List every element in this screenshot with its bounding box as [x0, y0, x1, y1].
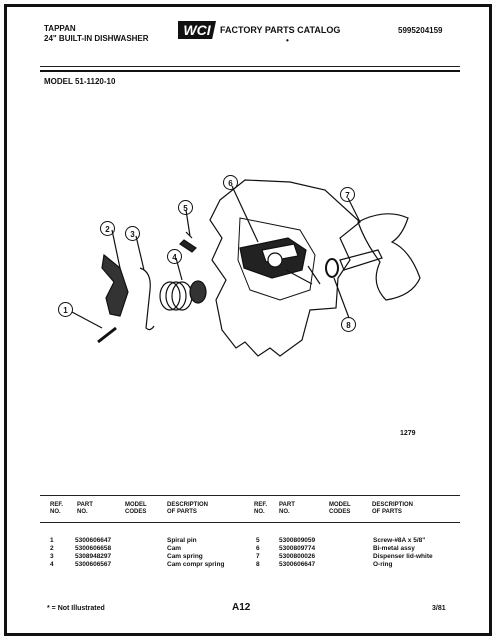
codes-cell: [330, 561, 373, 569]
o-ring: [326, 259, 338, 277]
table-row: [50, 561, 227, 569]
parts-table-right: [256, 537, 436, 569]
bi-metal-assembly: [240, 238, 320, 284]
hdr-desc-2: OF PARTS: [167, 509, 197, 515]
exploded-parts-diagram: [40, 160, 470, 370]
callout-8: 8: [341, 317, 356, 332]
hdr-desc-r2: OF PARTS: [372, 509, 402, 515]
hdr-codes-r1: MODEL: [329, 502, 351, 508]
cam-spring: [140, 268, 154, 330]
codes-cell: [126, 553, 167, 561]
codes-cell: [330, 537, 373, 545]
table-row: [256, 537, 436, 545]
ref-cell: 5: [256, 537, 260, 544]
parts-table-left: [50, 537, 227, 569]
table-row: [50, 537, 227, 545]
hdr-part-r2: NO.: [279, 509, 290, 515]
part-cell: 5300809774: [279, 545, 316, 552]
catalog-bullet: •: [286, 36, 289, 45]
ref-cell: 4: [50, 561, 54, 568]
callout-3: 3: [125, 226, 140, 241]
page-number: A12: [232, 602, 251, 613]
callout-2: 2: [100, 221, 115, 236]
desc-cell: Cam: [167, 545, 182, 552]
wci-logo-icon: [178, 21, 216, 39]
brand-name: TAPPAN: [44, 24, 76, 33]
dispenser-lid: [358, 214, 420, 300]
table-top-rule: [40, 495, 460, 496]
hdr-codes-r2: CODES: [329, 509, 351, 515]
hdr-codes-1: MODEL: [125, 502, 147, 508]
desc-cell: Screw-#8A x 5/8": [373, 537, 426, 544]
callout-5: 5: [178, 200, 193, 215]
ref-cell: 6: [256, 545, 260, 552]
spiral-pin: [98, 328, 116, 342]
hdr-codes-2: CODES: [125, 509, 147, 515]
catalog-title: FACTORY PARTS CATALOG: [220, 25, 341, 35]
codes-cell: [126, 545, 167, 553]
hdr-ref-r2: NO.: [254, 509, 265, 515]
desc-cell: Bi-metal assy: [373, 545, 415, 552]
svg-text:WCI: WCI: [183, 22, 211, 38]
part-cell: 5300800026: [279, 553, 316, 560]
callout-4: 4: [167, 249, 182, 264]
cam: [102, 255, 128, 316]
part-cell: 5300606647: [279, 561, 316, 568]
header-rule-heavy: [40, 70, 460, 72]
screw: [180, 232, 196, 252]
codes-cell: [126, 561, 167, 569]
hdr-desc-r1: DESCRIPTION: [372, 502, 414, 508]
desc-cell: Spiral pin: [167, 537, 197, 544]
hdr-part-1: PART: [77, 502, 93, 508]
desc-cell: Dispenser lid-white: [373, 553, 433, 560]
ref-cell: 2: [50, 545, 54, 552]
desc-cell: Cam compr spring: [167, 561, 225, 568]
ref-cell: 7: [256, 553, 260, 560]
catalog-number: 5995204159: [398, 26, 443, 35]
part-cell: 5308948297: [75, 553, 112, 560]
desc-cell: O-ring: [373, 561, 393, 568]
hdr-ref-2: NO.: [50, 509, 61, 515]
table-header-rule: [40, 522, 460, 523]
table-row: [256, 553, 436, 561]
desc-cell: Cam spring: [167, 553, 203, 560]
hdr-ref-1: REF.: [50, 502, 64, 508]
callout-7: 7: [340, 187, 355, 202]
product-name: 24" BUILT-IN DISHWASHER: [44, 34, 149, 43]
codes-cell: [126, 537, 167, 545]
part-cell: 5300809059: [279, 537, 316, 544]
table-row: [256, 545, 436, 553]
part-cell: 5300606567: [75, 561, 112, 568]
codes-cell: [330, 545, 373, 553]
table-row: [50, 553, 227, 561]
ref-cell: 8: [256, 561, 260, 568]
hdr-part-r1: PART: [279, 502, 295, 508]
hdr-part-2: NO.: [77, 509, 88, 515]
part-cell: 5300606658: [75, 545, 112, 552]
hdr-ref-r1: REF.: [254, 502, 268, 508]
diagram-code: 1279: [400, 430, 416, 437]
table-row: [256, 561, 436, 569]
table-row: [50, 545, 227, 553]
model-number: MODEL 51-1120-10: [44, 77, 116, 86]
header-rule: [40, 66, 460, 67]
callout-6: 6: [223, 175, 238, 190]
ref-cell: 3: [50, 553, 54, 560]
ref-cell: 1: [50, 537, 54, 544]
callout-1: 1: [58, 302, 73, 317]
hdr-desc-1: DESCRIPTION: [167, 502, 209, 508]
not-illustrated-note: * = Not Illustrated: [47, 605, 105, 612]
codes-cell: [330, 553, 373, 561]
revision-date: 3/81: [432, 605, 446, 612]
cam-compression-spring: [160, 281, 206, 310]
part-cell: 5300606647: [75, 537, 112, 544]
